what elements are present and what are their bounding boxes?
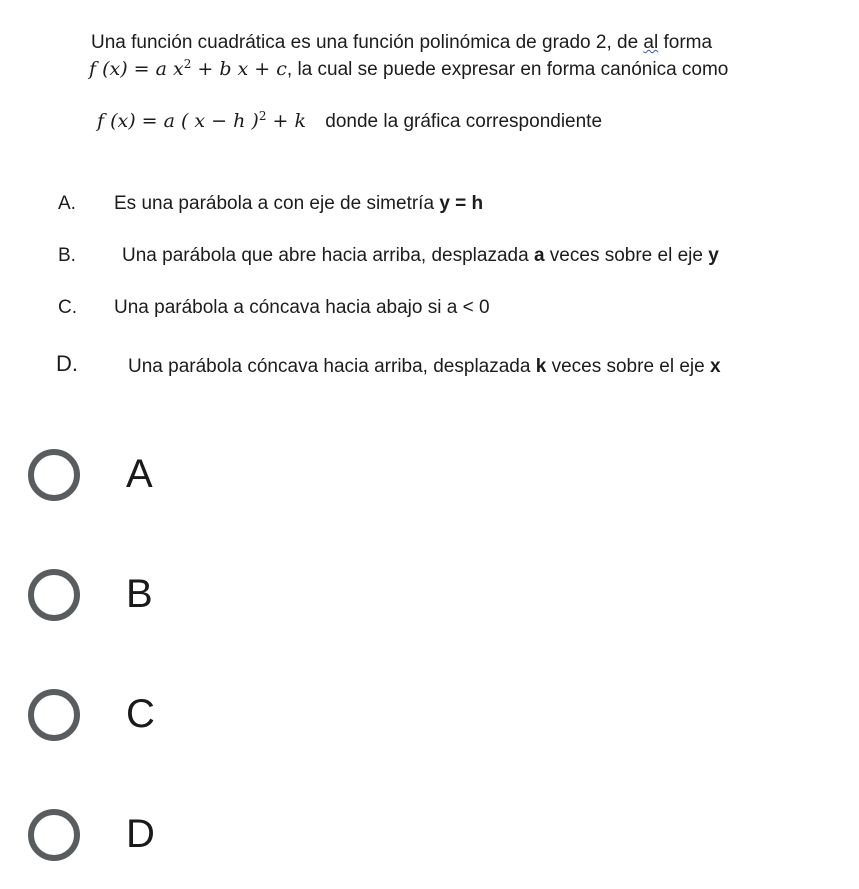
question-canonical-line <box>97 110 602 133</box>
question-intro-line <box>91 32 712 54</box>
choice-a[interactable] <box>22 442 522 518</box>
radio-button-a[interactable] <box>28 449 80 501</box>
option-a-letter: A. <box>58 193 76 214</box>
radio-button-d[interactable] <box>28 809 80 861</box>
choice-c-label: C <box>126 692 155 736</box>
option-b-text: Una parábola que abre hacia arriba, desplazada a veces sobre el eje y <box>122 245 719 266</box>
question-general-form-line <box>89 58 728 81</box>
choice-c[interactable] <box>22 682 522 758</box>
option-d-letter: D. <box>56 351 78 376</box>
question-line3-text: donde la gráfica correspondiente <box>325 111 603 132</box>
canonical-formula: f (x) = a ( x − h )$^2$ + k <box>97 109 306 132</box>
radio-button-b[interactable] <box>28 569 80 621</box>
question-line2-text: , la cual se puede expresar en forma canónica como <box>286 59 729 80</box>
choice-b[interactable] <box>22 562 522 638</box>
option-c-text: Una parábola a cóncava hacia abajo si a < 0 <box>114 297 490 318</box>
radio-button-c[interactable] <box>28 689 80 741</box>
question-intro-text: Una función cuadrática es una función polinómica de grado 2, de <box>91 32 644 53</box>
choice-d-label: D <box>126 812 155 856</box>
option-a-text: Es una parábola a con eje de simetría y = h <box>114 193 484 214</box>
choice-b-label: B <box>126 572 153 616</box>
question-image <box>0 0 859 400</box>
option-b-letter: B. <box>58 245 76 266</box>
option-d-text: Una parábola cóncava hacia arriba, desplazada k veces sobre el eje x <box>128 356 721 377</box>
general-formula: f (x) = a $x^2 + b$ x + c <box>89 57 287 80</box>
option-c-letter: C. <box>58 297 77 318</box>
question-intro-underlined-word: al <box>643 32 659 53</box>
choice-a-label: A <box>126 452 153 496</box>
question-intro-end: forma <box>658 32 713 53</box>
choice-d[interactable] <box>22 802 522 878</box>
